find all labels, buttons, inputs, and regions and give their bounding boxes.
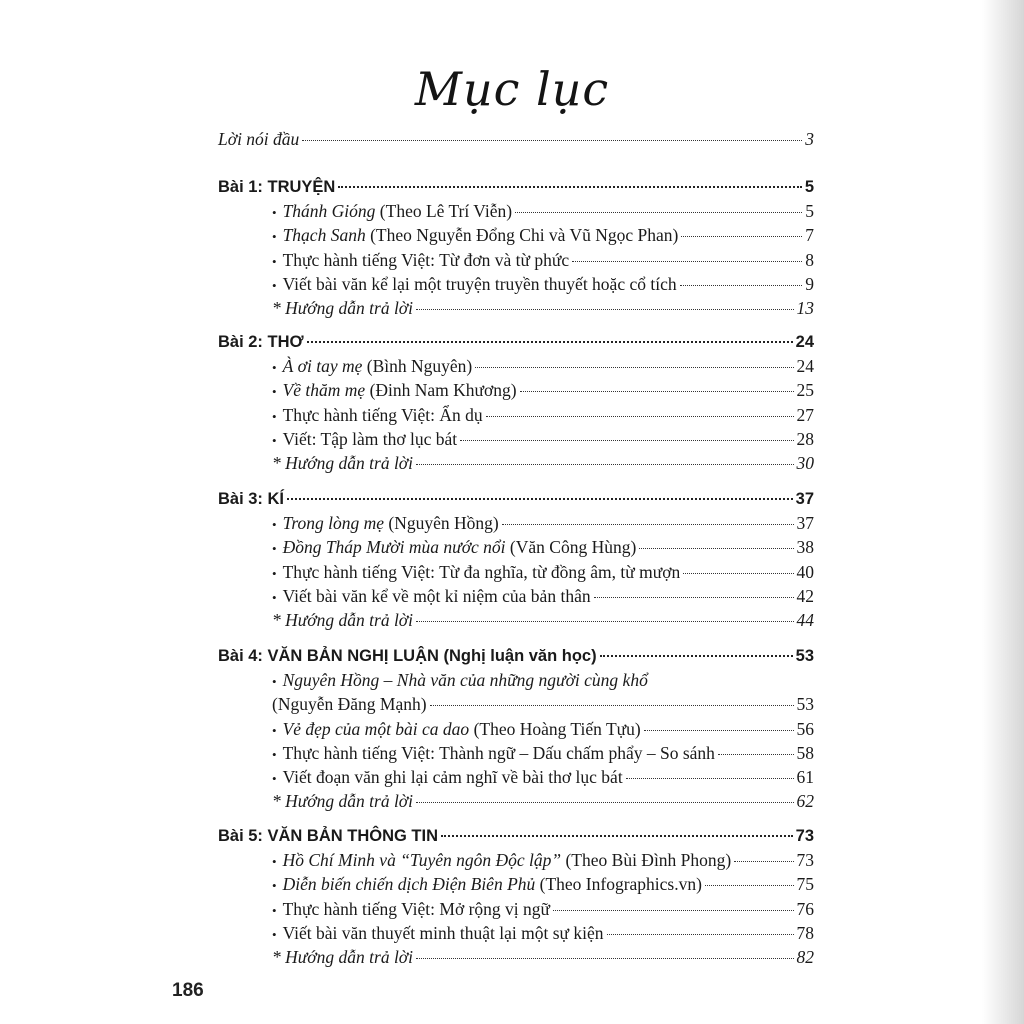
toc-entry-page: 27 [796,404,814,425]
toc-entry[interactable] [272,379,814,403]
toc-unit-page: 5 [804,178,814,196]
toc-entry[interactable] [272,404,814,428]
toc-unit-heading[interactable] [218,176,814,198]
toc-entry[interactable] [272,669,814,693]
bullet-icon: • [272,360,277,376]
toc-entry-label [272,898,550,922]
toc-entry-title: Trong lòng mẹ [282,513,385,534]
bullet-icon: • [272,541,277,557]
toc-entry-label: * Hướng dẫn trả lời [272,610,414,630]
toc-entry-detail: Viết bài văn kể lại một truyện truyền thuyết hoặc cổ tích [282,273,677,294]
toc-unit-page: 37 [795,490,814,508]
toc-entry-detail: (Bình Nguyên) [362,356,473,377]
bullet-icon: • [272,902,277,918]
dot-leader [607,934,794,935]
toc-entry-page: 76 [796,898,814,919]
toc-entry[interactable] [272,742,814,766]
toc-entry-detail: (Nguyên Hồng) [384,513,499,534]
toc-entry-title: Hồ Chí Minh và “Tuyên ngôn Độc lập” [282,850,562,871]
dot-leader [705,885,794,886]
toc-entry-label [272,224,678,248]
toc-entry-label [272,512,499,536]
toc-unit-heading[interactable] [218,645,814,667]
toc-entry-page: 37 [796,513,814,534]
toc-entry-title: Nguyên Hồng – Nhà văn của những người cùng khổ [282,670,648,691]
dot-leader [430,705,794,706]
dot-leader [502,524,794,525]
toc-entry[interactable] [272,200,814,224]
toc-entry-page: 78 [796,922,814,943]
toc-entry-label [272,428,457,452]
toc-entry-detail: (Theo Hoàng Tiến Tựu) [469,718,641,739]
toc-entry-page: 82 [796,947,814,967]
toc-entry-answers[interactable] [272,946,814,968]
toc-unit-label: Bài 2: THƠ [218,333,304,351]
toc-entry-label: * Hướng dẫn trả lời [272,791,414,812]
toc-entry-title: Vẻ đẹp của một bài ca dao [282,718,470,739]
toc-entry-detail: (Đinh Nam Khương) [365,380,517,401]
toc-entry-label [272,249,569,273]
toc-entry-answers[interactable] [272,609,814,631]
toc-entry-title: Diễn biến chiến dịch Điện Biên Phủ [282,874,536,895]
toc-entry-label [272,561,680,585]
toc-unit-page: 73 [795,827,814,845]
toc-entry[interactable] [272,849,814,873]
dot-leader [718,754,794,755]
toc-entry-answers[interactable] [272,790,814,812]
toc-entry[interactable] [272,898,814,922]
toc-entry-detail: (Theo Lê Trí Viễn) [375,201,513,222]
page-number: 186 [172,980,204,1001]
toc-entry-label [272,355,472,379]
toc-entry[interactable] [272,561,814,585]
toc-entry-label: Lời nói đầu [218,129,300,149]
dot-leader [683,573,793,574]
toc-entry[interactable] [272,512,814,536]
toc-entry-label [272,849,731,873]
toc-entry-page: 28 [796,428,814,449]
dot-leader [553,910,793,911]
toc-entry-page: 3 [805,129,814,149]
toc-entry-label [272,273,677,297]
toc-entry-detail: (Văn Công Hùng) [505,537,637,558]
toc-entry-page: 9 [805,273,814,294]
bullet-icon: • [272,854,277,870]
dot-leader [416,464,793,465]
toc-entry-detail: (Theo Nguyễn Đổng Chi và Vũ Ngọc Phan) [365,225,679,246]
toc-entry-label [272,404,483,428]
dot-leader [734,861,793,862]
dot-leader [307,341,793,343]
toc-entry-label: * Hướng dẫn trả lời [272,453,414,473]
toc-entry-label: * Hướng dẫn trả lời [272,947,414,967]
bullet-icon: • [272,674,277,690]
toc-entry-page: 73 [796,850,814,871]
toc-entry[interactable] [272,766,814,790]
toc-entry-detail: Viết bài văn thuyết minh thuật lại một sự kiện [282,922,604,943]
toc-entry-label [272,669,648,693]
toc-unit-label: Bài 4: VĂN BẢN NGHỊ LUẬN (Nghị luận văn học) [218,647,597,665]
dot-leader [572,261,802,262]
toc-entry-page: 13 [796,298,814,318]
toc-entry-detail: Thực hành tiếng Việt: Từ đơn và từ phức [282,249,570,270]
dot-leader [486,416,794,417]
toc-entry-title: Thánh Gióng [282,201,376,222]
toc-entry-preface[interactable] [218,128,814,150]
toc-entry[interactable] [272,224,814,248]
dot-leader [460,440,793,441]
toc-entry-answers[interactable] [272,297,814,319]
dot-leader [416,958,793,959]
toc-entry-label [272,742,715,766]
dot-leader [520,391,794,392]
toc-unit-heading[interactable] [218,488,814,510]
toc-entry-detail: (Theo Infographics.vn) [535,874,702,895]
toc-entry-label [272,718,641,742]
dot-leader [639,548,793,549]
toc-entry-detail: Thực hành tiếng Việt: Ẩn dụ [282,404,483,425]
dot-leader [416,802,793,803]
bullet-icon: • [272,746,277,762]
toc-entry-label [272,873,702,897]
dot-leader [626,778,794,779]
dot-leader [416,621,793,622]
toc-entry-answers[interactable] [272,452,814,474]
toc-entry-detail: (Theo Bùi Đình Phong) [561,850,732,871]
toc-entry[interactable] [272,585,814,609]
dot-leader [287,498,793,500]
toc-entry-page: 75 [796,874,814,895]
toc-entry-title: Về thăm mẹ [282,380,366,401]
toc-entry-page: 42 [796,585,814,606]
toc-entry-page: 56 [796,718,814,739]
dot-leader [644,730,794,731]
toc-entry[interactable] [272,355,814,379]
bullet-icon: • [272,229,277,245]
toc-entry-page: 25 [796,380,814,401]
toc-entry-page: 44 [796,610,814,630]
toc-entry-title: Thạch Sanh [282,225,366,246]
toc-entry-title: Đồng Tháp Mười mùa nước nổi [282,537,506,558]
toc-entry[interactable] [272,922,814,946]
toc-entry-page: 7 [805,225,814,246]
toc-entry-page: 8 [805,249,814,270]
toc-entry-label [272,922,604,946]
bullet-icon: • [272,432,277,448]
bullet-icon: • [272,771,277,786]
bullet-icon: • [272,926,277,942]
dot-leader [680,285,803,286]
bullet-icon: • [272,565,277,581]
toc-unit-label: Bài 5: VĂN BẢN THÔNG TIN [218,827,439,845]
toc-unit-page: 24 [795,333,814,351]
toc-entry-detail: Viết đoạn văn ghi lại cảm nghĩ về bài thơ lục bát [282,767,623,787]
toc-entry-detail: Thực hành tiếng Việt: Mở rộng vị ngữ [282,898,551,919]
toc-entry[interactable] [272,428,814,452]
bullet-icon: • [272,878,277,894]
toc-entry-detail: Viết: Tập làm thơ lục bát [282,428,458,449]
toc-entry[interactable] [272,873,814,897]
bullet-icon: • [272,408,277,424]
toc-entry-label [272,200,512,224]
dot-leader [302,140,802,141]
bullet-icon: • [272,722,277,738]
dot-leader [594,597,794,598]
bullet-icon: • [272,384,277,400]
toc-entry-label [272,585,591,609]
toc-entry[interactable] [272,273,814,297]
toc-entry[interactable] [272,718,814,742]
dot-leader [441,835,793,837]
dot-leader [600,655,793,657]
toc-entry-title: À ơi tay mẹ [282,356,363,377]
bullet-icon: • [272,253,277,269]
toc-unit-label: Bài 3: KÍ [218,490,285,508]
toc-entry-page: 53 [796,694,814,715]
toc-entry-page: 38 [796,537,814,558]
toc-entry-author: (Nguyễn Đăng Mạnh) [272,694,427,715]
toc-unit-heading[interactable] [218,825,814,847]
dot-leader [515,212,802,213]
toc-entry-detail: Viết bài văn kể về một kỉ niệm của bản thân [282,585,591,606]
toc-entry-label [272,766,623,790]
toc-entry-continued[interactable] [272,693,814,715]
toc-entry[interactable] [272,249,814,273]
toc-entry-page: 40 [796,561,814,582]
toc-entry-page: 62 [796,791,814,812]
toc-entry-detail: Thực hành tiếng Việt: Thành ngữ – Dấu chấm phẩy – So sánh [282,742,715,763]
toc-entry[interactable] [272,536,814,560]
bullet-icon: • [272,517,277,533]
toc-entry-page: 24 [796,356,814,377]
toc-entry-label [272,536,636,560]
toc-entry-page: 30 [796,453,814,473]
bullet-icon: • [272,205,277,221]
dot-leader [681,236,802,237]
bullet-icon: • [272,277,277,293]
toc-entry-page: 5 [805,201,814,222]
page-title: Mục lục [414,62,610,116]
toc-entry-page: 58 [796,742,814,763]
toc-entry-detail: Thực hành tiếng Việt: Từ đa nghĩa, từ đồng âm, từ mượn [282,561,681,582]
toc-unit-label: Bài 1: TRUYỆN [218,178,336,196]
bullet-icon: • [272,589,277,605]
dot-leader [416,309,793,310]
toc-entry-label: * Hướng dẫn trả lời [272,298,414,318]
toc-entry-page: 61 [796,767,814,787]
toc-entry-label [272,379,517,403]
dot-leader [338,186,801,188]
toc-unit-page: 53 [795,647,814,665]
dot-leader [475,367,793,368]
toc-unit-heading[interactable] [218,331,814,353]
